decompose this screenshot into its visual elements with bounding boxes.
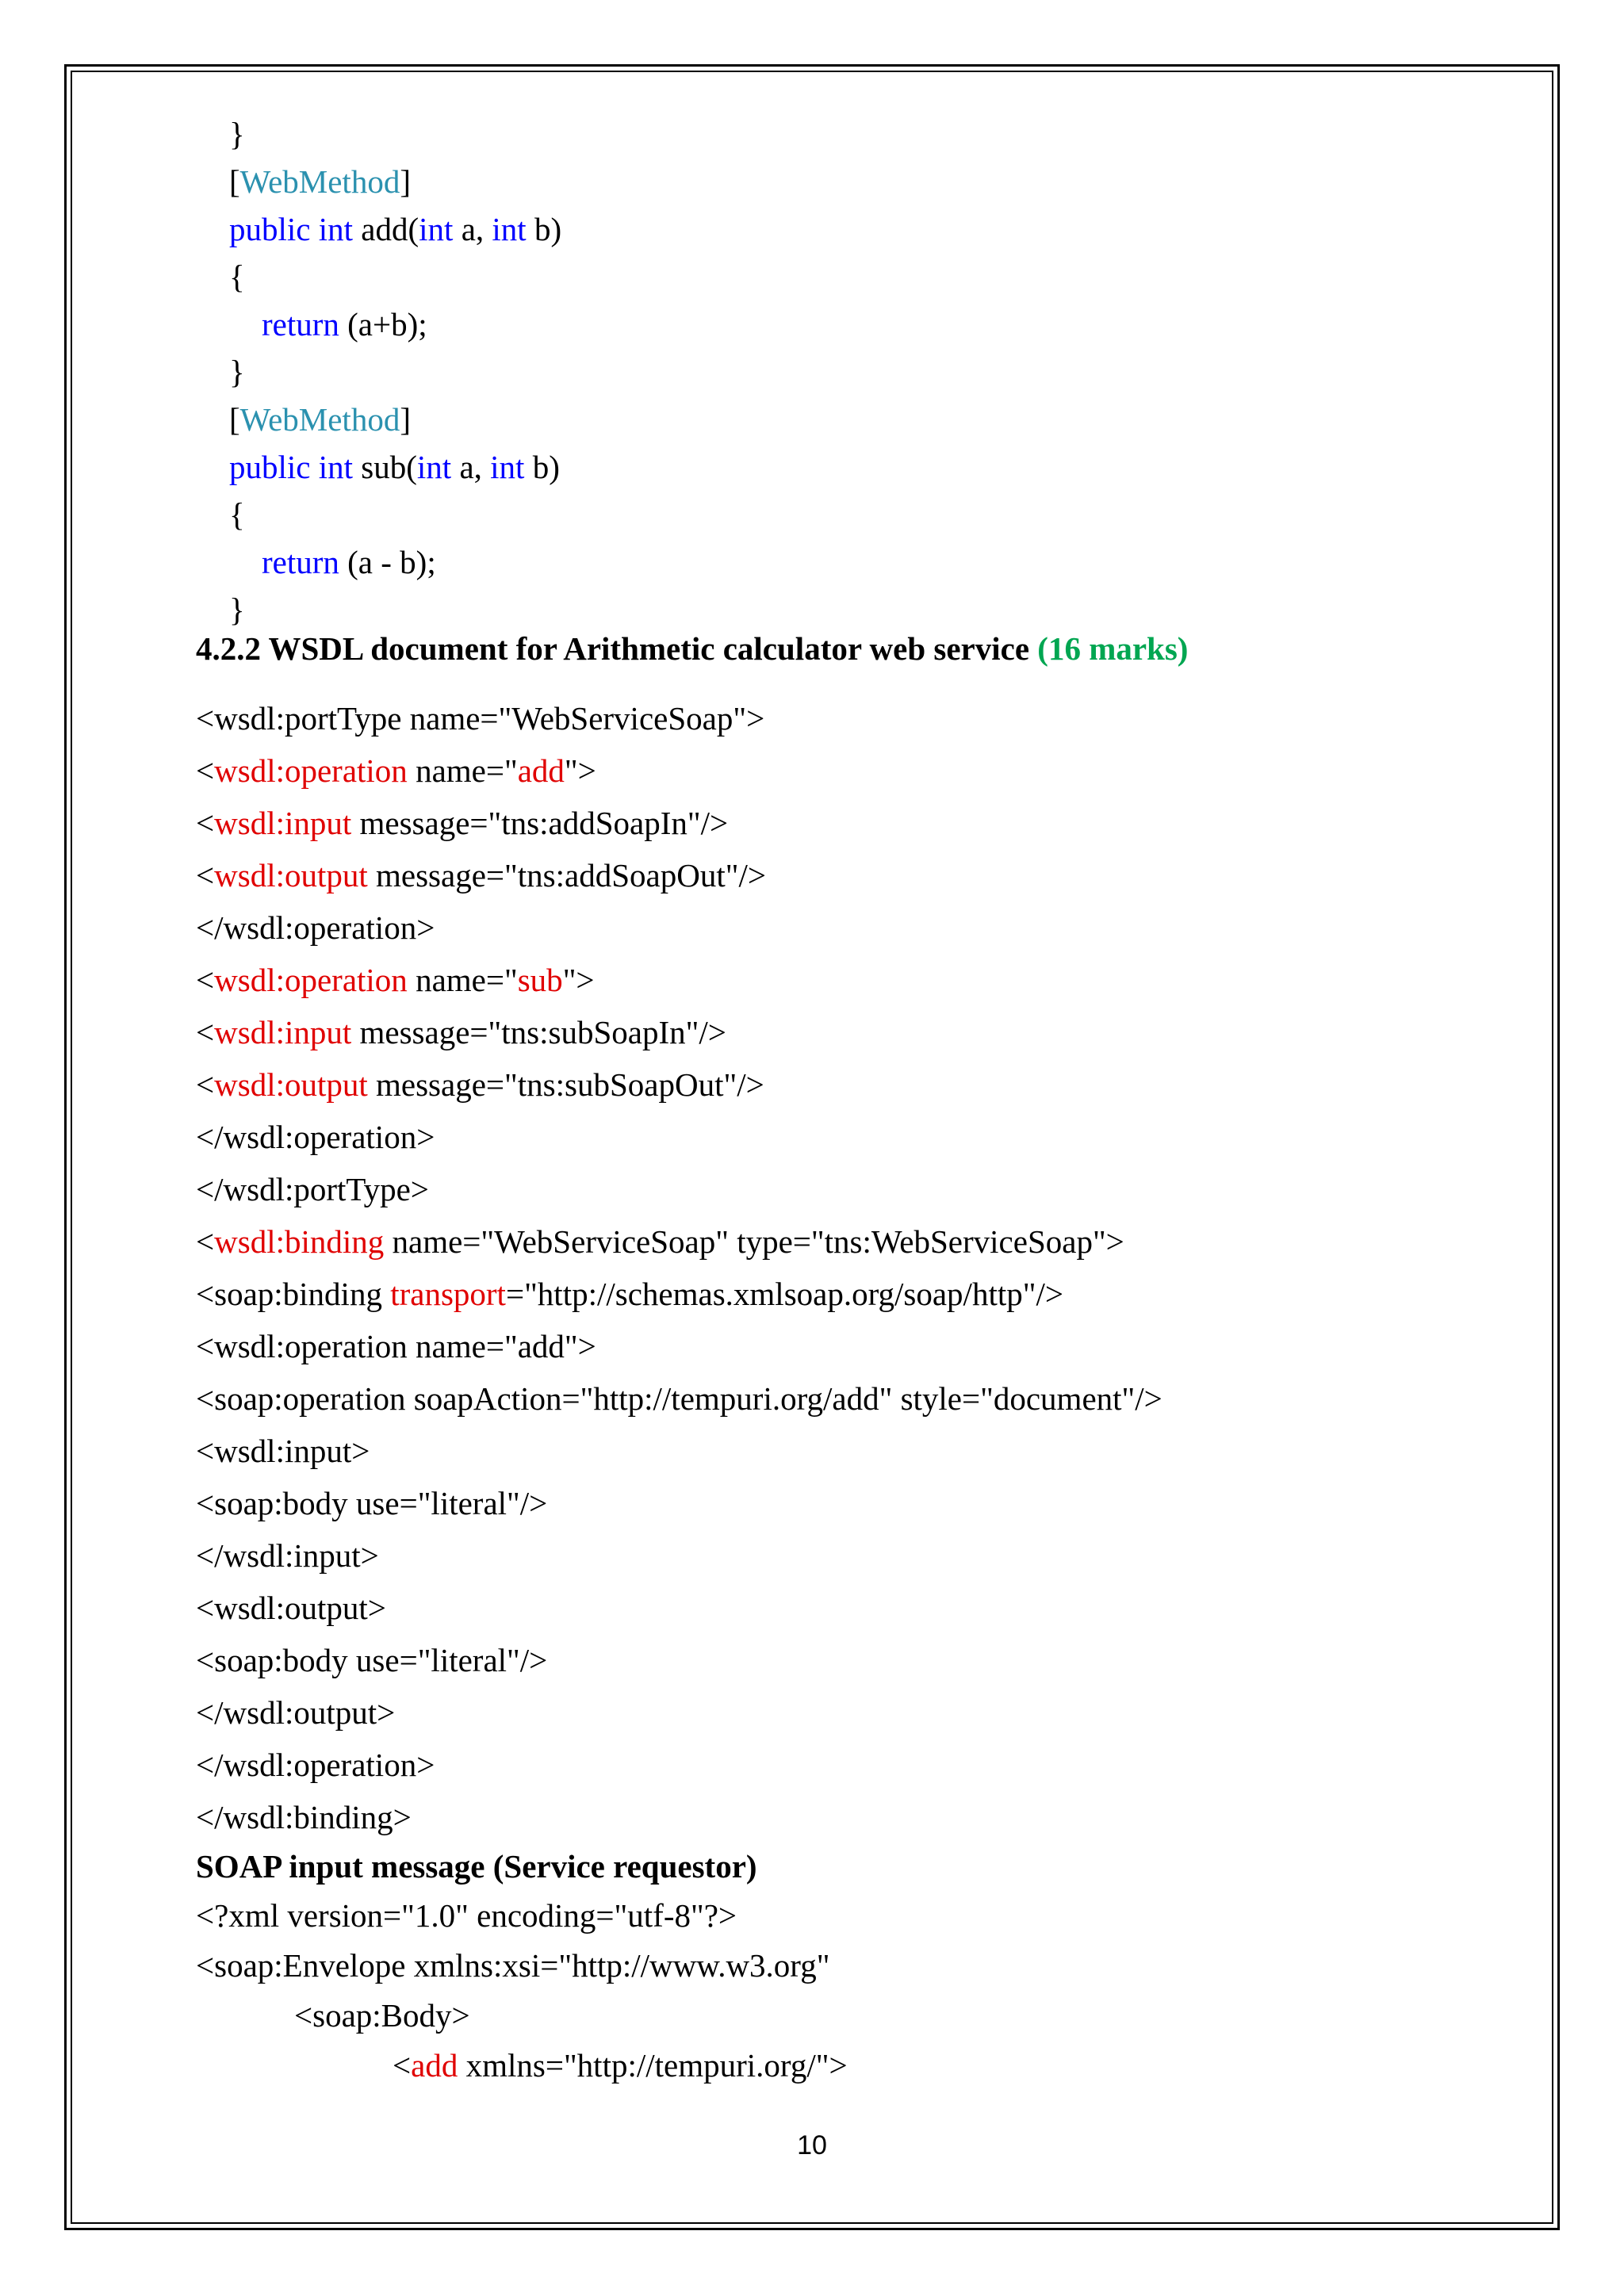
wsdl-line: <wsdl:portType name="WebServiceSoap"> — [196, 700, 765, 737]
wsdl-line: <soap:binding transport="http://schemas.xmlsoap.org/soap/http"/> — [196, 1276, 1063, 1312]
wsdl-line: <wsdl:input message="tns:subSoapIn"/> — [196, 1014, 726, 1050]
code-line: [WebMethod] — [229, 163, 411, 200]
code-line: public int add(int a, int b) — [229, 211, 562, 247]
code-line: public int sub(int a, int b) — [229, 449, 560, 485]
wsdl-line: <wsdl:output> — [196, 1590, 386, 1626]
wsdl-line: <wsdl:operation name="sub"> — [196, 962, 595, 998]
wsdl-line: <wsdl:binding name="WebServiceSoap" type="tns:WebServiceSoap"> — [196, 1223, 1124, 1260]
soap-line: <soap:Body> — [294, 1997, 470, 2034]
wsdl-line: <soap:operation soapAction="http://tempuri.org/add" style="document"/> — [196, 1380, 1162, 1417]
wsdl-line: </wsdl:operation> — [196, 1119, 435, 1155]
wsdl-line: </wsdl:input> — [196, 1537, 379, 1574]
wsdl-line: </wsdl:operation> — [196, 1747, 435, 1783]
soap-line: <soap:Envelope xmlns:xsi="http://www.w3.org" — [196, 1947, 830, 1984]
wsdl-line: </wsdl:operation> — [196, 909, 435, 946]
code-line: { — [229, 496, 245, 533]
wsdl-line: </wsdl:binding> — [196, 1799, 412, 1835]
section-heading: 4.2.2 WSDL document for Arithmetic calculator web service (16 marks) — [196, 630, 1189, 667]
wsdl-line: <soap:body use="literal"/> — [196, 1642, 548, 1678]
wsdl-line: <wsdl:output message="tns:subSoapOut"/> — [196, 1066, 764, 1103]
code-line: } — [229, 116, 245, 152]
page-number: 10 — [797, 2130, 827, 2160]
code-line: return (a+b); — [262, 306, 427, 342]
wsdl-line: <soap:body use="literal"/> — [196, 1485, 548, 1521]
wsdl-line: <wsdl:operation name="add"> — [196, 1328, 596, 1364]
code-line: { — [229, 258, 245, 295]
code-line: return (a - b); — [262, 544, 436, 580]
soap-line: <?xml version="1.0" encoding="utf-8"?> — [196, 1897, 737, 1934]
wsdl-line: </wsdl:portType> — [196, 1171, 429, 1207]
wsdl-line: <wsdl:input message="tns:addSoapIn"/> — [196, 805, 729, 841]
soap-heading: SOAP input message (Service requestor) — [196, 1848, 757, 1885]
code-line: } — [229, 354, 245, 390]
code-line: [WebMethod] — [229, 401, 411, 438]
wsdl-line: <wsdl:input> — [196, 1433, 370, 1469]
wsdl-line: </wsdl:output> — [196, 1694, 396, 1731]
soap-line: <add xmlns="http://tempuri.org/"> — [393, 2047, 848, 2084]
marks-label: (16 marks) — [1037, 630, 1189, 667]
wsdl-line: <wsdl:output message="tns:addSoapOut"/> — [196, 857, 766, 894]
code-line: } — [229, 591, 245, 628]
wsdl-line: <wsdl:operation name="add"> — [196, 752, 596, 789]
